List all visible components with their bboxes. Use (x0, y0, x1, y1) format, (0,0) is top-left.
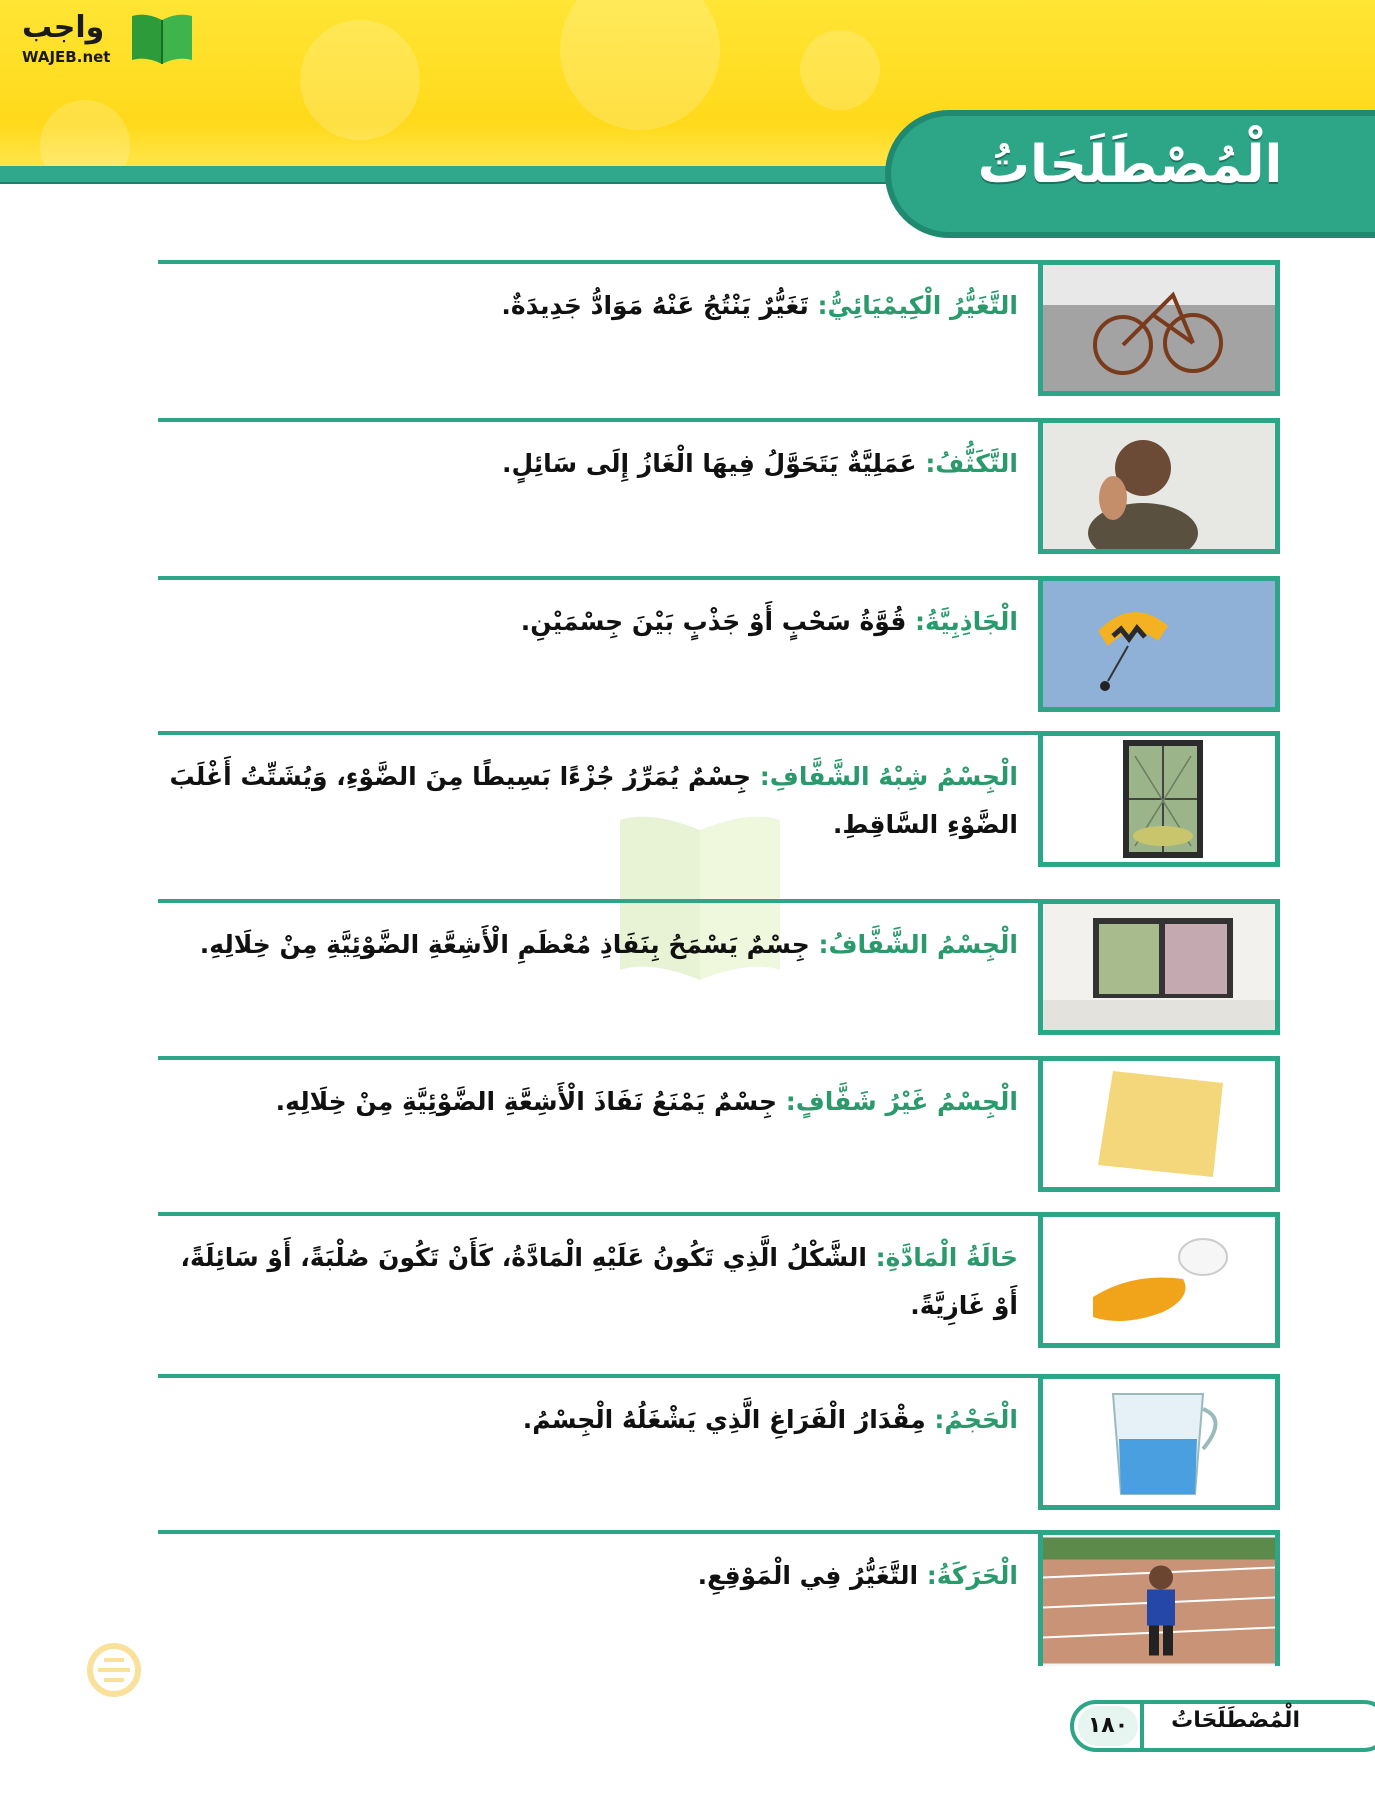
term-title: الْجِسْمُ الشَّفَّافُ: (818, 930, 1018, 959)
row-divider (158, 1212, 1038, 1216)
term-row-condensation (158, 418, 1280, 554)
row-divider (158, 1530, 1038, 1534)
term-row-transparent (158, 899, 1280, 1035)
spilled-cup-image (1038, 1212, 1280, 1348)
term-title: الْحَرَكَةُ: (926, 1561, 1018, 1590)
term-text (168, 921, 1018, 969)
row-divider (158, 1374, 1038, 1378)
footer-divider (1140, 1704, 1144, 1748)
term-text (168, 1396, 1018, 1444)
glass-window-room-image (1038, 899, 1280, 1035)
term-title: التَّغَيُّرُ الْكِيمْيَائِيُّ: (817, 291, 1018, 320)
term-text (168, 1078, 1018, 1126)
term-title: الْجِسْمُ شِبْهُ الشَّفَّافِ: (759, 762, 1018, 791)
term-definition: عَمَلِيَّةٌ يَتَحَوَّلُ فِيهَا الْغَازُ إِلَى سَائِلٍ. (501, 449, 926, 478)
term-text (168, 282, 1018, 330)
row-divider (158, 899, 1038, 903)
row-divider (158, 418, 1038, 422)
page-number: ١٨٠ (1078, 1706, 1138, 1746)
side-logo-icon (84, 1620, 144, 1700)
row-divider (158, 731, 1038, 735)
footer-label: الْمُصْطَلَحَاتُ (1171, 1708, 1300, 1733)
row-divider (158, 576, 1038, 580)
term-text (168, 1234, 1018, 1329)
term-definition: جِسْمٌ يَسْمَحُ بِنَفَاذِ مُعْظَمِ الْأَشِعَّةِ الضَّوْئِيَّةِ مِنْ خِلَالِهِ. (199, 930, 819, 959)
page-title: الْمُصْطَلَحَاتُ (977, 135, 1283, 195)
term-text (168, 1552, 1018, 1600)
term-text (168, 440, 1018, 488)
term-text (168, 753, 1018, 848)
term-definition: جِسْمٌ يُمَرِّرُ جُزْءًا بَسِيطًا مِنَ الضَّوْءِ، وَيُشَتِّتُ أَغْلَبَ الضَّوْءِ السَّاقِطِ. (169, 762, 1018, 839)
header-divider (0, 166, 900, 184)
row-divider (158, 260, 1038, 264)
term-row-motion (158, 1530, 1280, 1666)
running-boy-image (1038, 1530, 1280, 1666)
term-definition: الشَّكْلُ الَّذِي تَكُونُ عَلَيْهِ الْمَادَّةُ، كَأَنْ تَكُونَ صُلْبَةً، أَوْ سَائِلَةً، أَوْ غَازِيَّةً. (180, 1243, 1018, 1320)
term-row-opaque (158, 1056, 1280, 1192)
parachute-sky-image (1038, 576, 1280, 712)
term-definition: التَّغَيُّرُ فِي الْمَوْقِعِ. (697, 1561, 927, 1590)
term-title: الْحَجْمُ: (934, 1405, 1018, 1434)
term-row-state-of-matter (158, 1212, 1280, 1348)
book-icon (128, 10, 196, 68)
wajeb-logo[interactable] (10, 6, 190, 66)
term-definition: تَغَيُّرٌ يَنْتُجُ عَنْهُ مَوَادُّ جَدِيدَةٌ. (501, 291, 818, 320)
term-row-chemical-change (158, 260, 1280, 396)
term-row-gravity (158, 576, 1280, 712)
child-behind-foggy-glass-image (1038, 418, 1280, 554)
rusty-bicycle-image (1038, 260, 1280, 396)
stained-glass-door-image (1038, 731, 1280, 867)
term-title: الْجَاذِبِيَّةُ: (915, 607, 1018, 636)
logo-text: واجب (22, 10, 105, 45)
term-definition: قُوَّةُ سَحْبٍ أَوْ جَذْبٍ بَيْنَ جِسْمَيْنِ. (520, 607, 916, 636)
term-title: الْجِسْمُ غَيْرُ شَفَّافٍ: (785, 1087, 1018, 1116)
yellow-paper-image (1038, 1056, 1280, 1192)
row-divider (158, 1056, 1038, 1060)
term-text (168, 598, 1018, 646)
term-row-translucent (158, 731, 1280, 867)
logo-subtext: WAJEB.net (22, 48, 111, 66)
term-title: حَالَةُ الْمَادَّةِ: (875, 1243, 1018, 1272)
term-definition: جِسْمٌ يَمْنَعُ نَفَاذَ الْأَشِعَّةِ الضَّوْئِيَّةِ مِنْ خِلَالِهِ. (275, 1087, 786, 1116)
term-row-volume (158, 1374, 1280, 1510)
term-definition: مِقْدَارُ الْفَرَاغِ الَّذِي يَشْغَلُهُ الْجِسْمُ. (522, 1405, 935, 1434)
measuring-cup-image (1038, 1374, 1280, 1510)
term-title: التَّكَثُّفُ: (925, 449, 1018, 478)
